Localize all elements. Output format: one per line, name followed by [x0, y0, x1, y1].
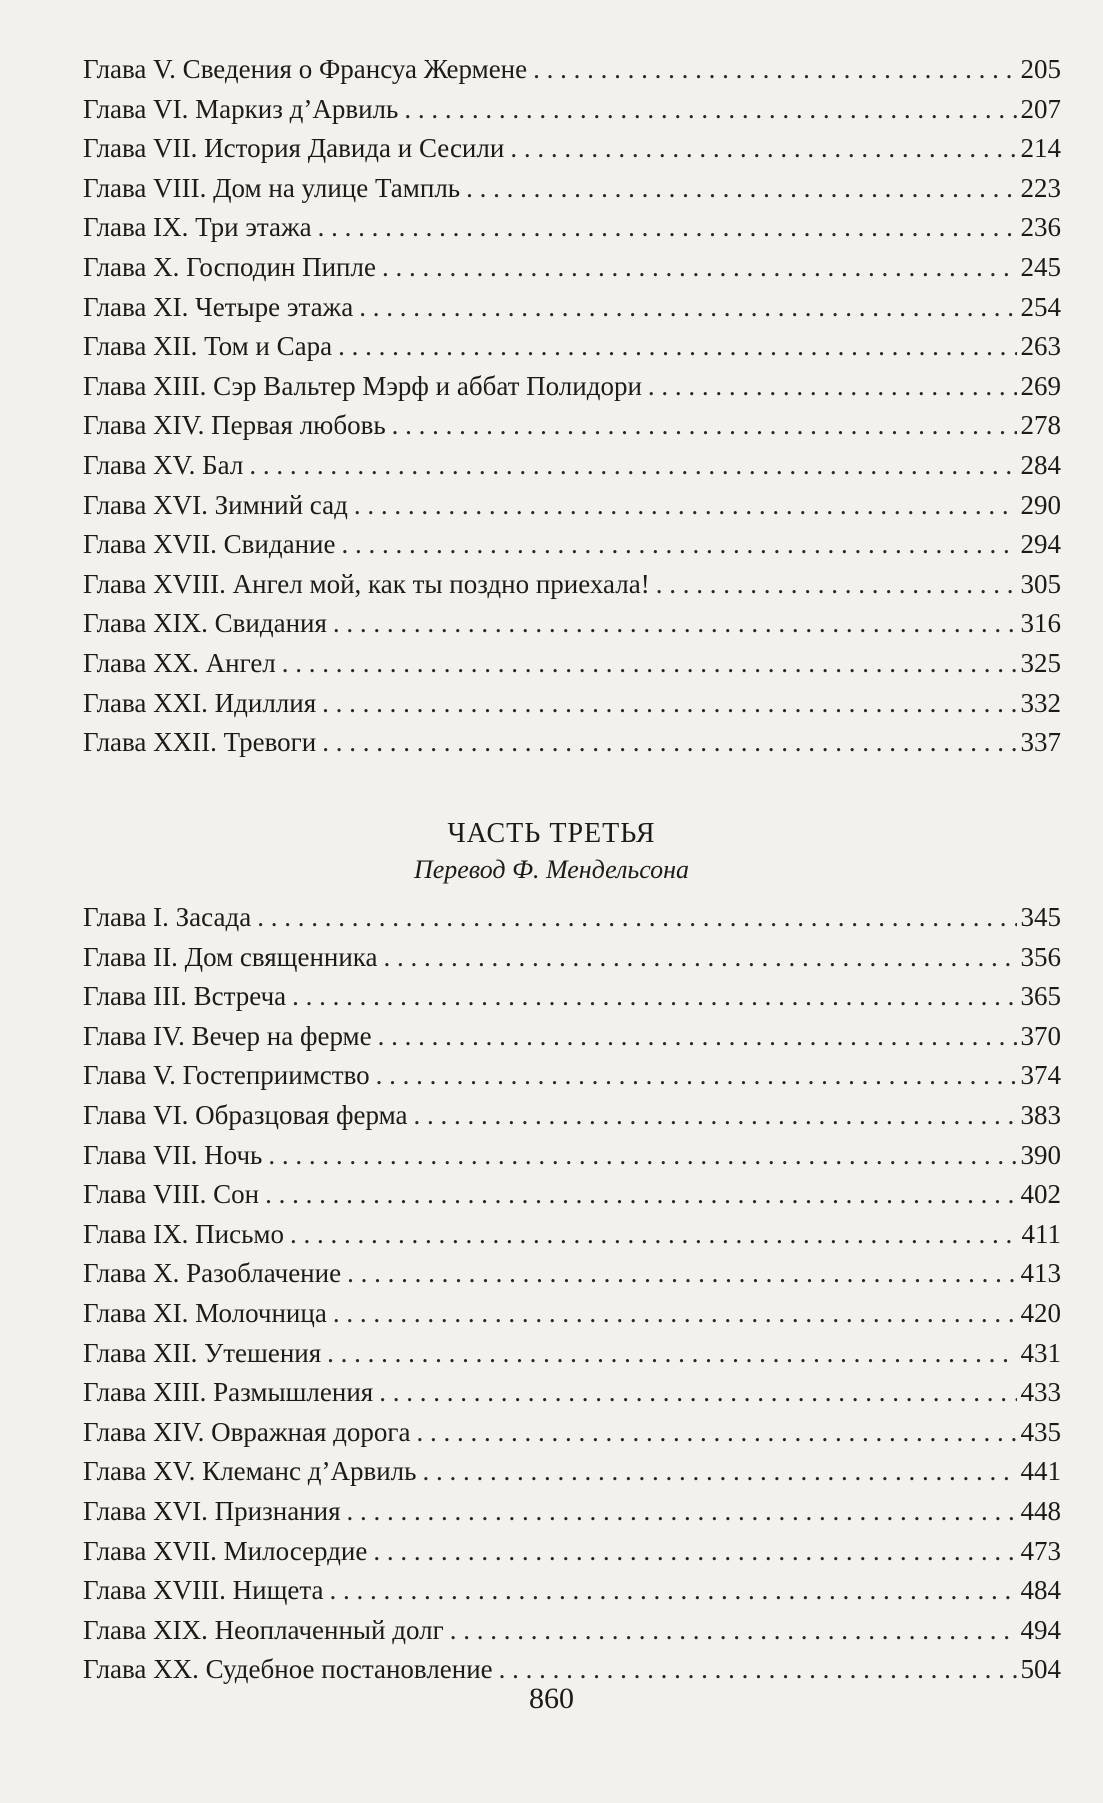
chapter-page-number: 435	[1020, 1416, 1061, 1447]
chapter-page-number: 420	[1020, 1297, 1061, 1328]
dot-leader	[450, 1611, 1017, 1651]
dot-leader	[510, 129, 1016, 169]
toc-entry	[83, 1334, 1061, 1374]
toc-entry	[83, 1175, 1061, 1215]
toc-entry	[83, 938, 1061, 978]
chapter-page-number: 448	[1020, 1495, 1061, 1526]
dot-leader	[359, 288, 1016, 328]
chapter-title: Глава VIII. Сон	[83, 1179, 260, 1210]
chapter-title: Глава VII. Ночь	[83, 1139, 263, 1170]
toc-entry	[83, 525, 1061, 565]
dot-leader	[466, 169, 1016, 209]
chapter-page-number: 263	[1020, 331, 1061, 362]
chapter-title: Глава XIII. Размышления	[83, 1377, 374, 1408]
chapter-page-number: 316	[1020, 608, 1061, 639]
dot-leader	[333, 604, 1017, 644]
chapter-page-number: 504	[1020, 1654, 1061, 1685]
chapter-page-number: 205	[1020, 54, 1061, 84]
toc-section-part-three	[83, 898, 1061, 1690]
translator-credit: Перевод Ф. Мендельсона	[413, 855, 690, 884]
chapter-title: Глава XV. Клеманс д’Арвиль	[83, 1456, 417, 1487]
chapter-title: Глава X. Господин Пипле	[83, 251, 376, 282]
dot-leader	[416, 1413, 1016, 1453]
toc-entry	[83, 644, 1061, 684]
chapter-page-number: 305	[1020, 568, 1061, 599]
chapter-page-number: 345	[1020, 902, 1061, 932]
chapter-title: Глава XVI. Признания	[83, 1495, 341, 1526]
chapter-title: Глава VI. Образцовая ферма	[83, 1099, 408, 1130]
chapter-page-number: 484	[1020, 1575, 1061, 1606]
dot-leader	[422, 1452, 1016, 1492]
chapter-title: Глава VI. Маркиз д’Арвиль	[83, 93, 399, 124]
chapter-page-number: 356	[1020, 941, 1061, 972]
chapter-page-number: 290	[1020, 489, 1061, 520]
dot-leader	[322, 684, 1016, 724]
toc-entry	[83, 1056, 1061, 1096]
chapter-title: Глава XIX. Неоплаченный долг	[83, 1614, 444, 1645]
chapter-page-number: 433	[1020, 1377, 1061, 1408]
dot-leader	[382, 248, 1017, 288]
dot-leader	[376, 1056, 1017, 1096]
toc-entry	[83, 604, 1061, 644]
toc-entry	[83, 1611, 1061, 1651]
chapter-page-number: 494	[1020, 1614, 1061, 1645]
toc-entry	[83, 288, 1061, 328]
dot-leader	[533, 50, 1016, 90]
chapter-title: Глава V. Сведения о Франсуа Жермене	[83, 54, 528, 84]
chapter-page-number: 413	[1020, 1258, 1061, 1289]
toc-entry	[83, 486, 1061, 526]
chapter-title: Глава V. Гостеприимство	[83, 1060, 370, 1091]
dot-leader	[656, 565, 1017, 605]
toc-entry	[83, 1413, 1061, 1453]
dot-leader	[648, 367, 1017, 407]
dot-leader	[384, 938, 1017, 978]
toc-entry	[83, 208, 1061, 248]
chapter-title: Глава IX. Письмо	[83, 1218, 284, 1249]
chapter-page-number: 214	[1020, 133, 1061, 164]
toc-entry	[83, 565, 1061, 605]
toc-entry	[83, 90, 1061, 130]
chapter-page-number: 441	[1020, 1456, 1061, 1487]
chapter-page-number: 223	[1020, 172, 1061, 203]
dot-leader	[354, 486, 1017, 526]
chapter-page-number: 332	[1020, 687, 1061, 718]
dot-leader	[282, 644, 1017, 684]
toc-entry	[83, 406, 1061, 446]
chapter-title: Глава IX. Три этажа	[83, 212, 312, 243]
chapter-title: Глава XIII. Сэр Вальтер Мэрф и аббат Полидори	[83, 370, 642, 401]
toc-entry	[83, 446, 1061, 486]
chapter-page-number: 374	[1020, 1060, 1061, 1091]
chapter-title: Глава VII. История Давида и Сесили	[83, 133, 505, 164]
dot-leader	[392, 406, 1017, 446]
chapter-title: Глава XVII. Милосердие	[83, 1535, 368, 1566]
dot-leader	[265, 1175, 1016, 1215]
toc-entry	[83, 1373, 1061, 1413]
chapter-page-number: 278	[1020, 410, 1061, 441]
toc-entry	[83, 169, 1061, 209]
dot-leader	[268, 1136, 1016, 1176]
chapter-title: Глава II. Дом священника	[83, 941, 378, 972]
chapter-page-number: 411	[1021, 1218, 1061, 1249]
chapter-title: Глава XVI. Зимний сад	[83, 489, 348, 520]
toc-entry	[83, 898, 1061, 938]
chapter-page-number: 236	[1020, 212, 1061, 243]
part-heading: ЧАСТЬ ТРЕТЬЯ	[447, 818, 656, 849]
chapter-page-number: 269	[1020, 370, 1061, 401]
chapter-page-number: 207	[1020, 93, 1061, 124]
dot-leader	[318, 208, 1017, 248]
page-number: 860	[529, 1682, 574, 1715]
dot-leader	[257, 898, 1016, 938]
toc-entry	[83, 1017, 1061, 1057]
chapter-title: Глава X. Разоблачение	[83, 1258, 342, 1289]
toc-entry	[83, 723, 1061, 763]
toc-section-part-two	[83, 50, 1061, 763]
chapter-title: Глава XXII. Тревоги	[83, 727, 317, 758]
dot-leader	[373, 1532, 1016, 1572]
toc-entry	[83, 1254, 1061, 1294]
chapter-page-number: 370	[1020, 1020, 1061, 1051]
dot-leader	[329, 1571, 1016, 1611]
toc-entry	[83, 248, 1061, 288]
dot-leader	[347, 1254, 1016, 1294]
toc-entry	[83, 1571, 1061, 1611]
toc-entry	[83, 1532, 1061, 1572]
dot-leader	[347, 1492, 1017, 1532]
dot-leader	[292, 977, 1016, 1017]
chapter-title: Глава XIV. Первая любовь	[83, 410, 386, 441]
chapter-title: Глава XVIII. Нищета	[83, 1575, 324, 1606]
chapter-title: Глава XXI. Идиллия	[83, 687, 317, 718]
toc-entry	[83, 367, 1061, 407]
chapter-page-number: 390	[1020, 1139, 1061, 1170]
dot-leader	[327, 1334, 1016, 1374]
chapter-title: Глава IV. Вечер на ферме	[83, 1020, 372, 1051]
dot-leader	[333, 1294, 1017, 1334]
dot-leader	[378, 1017, 1017, 1057]
chapter-title: Глава XVIII. Ангел мой, как ты поздно приехала!	[83, 568, 650, 599]
toc-entry	[83, 1294, 1061, 1334]
toc-entry	[83, 1136, 1061, 1176]
dot-leader	[341, 525, 1016, 565]
chapter-title: Глава XV. Бал	[83, 449, 244, 480]
chapter-title: Глава XI. Четыре этажа	[83, 291, 354, 322]
toc-entry	[83, 1215, 1061, 1255]
toc-entry	[83, 1492, 1061, 1532]
dot-leader	[249, 446, 1016, 486]
chapter-page-number: 473	[1020, 1535, 1061, 1566]
chapter-title: Глава XII. Утешения	[83, 1337, 322, 1368]
toc-entry	[83, 977, 1061, 1017]
chapter-title: Глава XII. Том и Сара	[83, 331, 333, 362]
chapter-title: Глава XIV. Овражная дорога	[83, 1416, 411, 1447]
dot-leader	[404, 90, 1016, 130]
chapter-title: Глава XIX. Свидания	[83, 608, 327, 639]
dot-leader	[414, 1096, 1017, 1136]
dot-leader	[290, 1215, 1017, 1255]
toc-entry	[83, 129, 1061, 169]
chapter-page-number: 383	[1020, 1099, 1061, 1130]
chapter-page-number: 284	[1020, 449, 1061, 480]
chapter-title: Глава XI. Молочница	[83, 1297, 327, 1328]
chapter-title: Глава I. Засада	[83, 902, 252, 932]
toc-entry	[83, 327, 1061, 367]
toc-entry	[83, 684, 1061, 724]
chapter-title: Глава III. Встреча	[83, 981, 287, 1012]
dot-leader	[379, 1373, 1016, 1413]
chapter-title: Глава XX. Ангел	[83, 647, 276, 678]
chapter-page-number: 402	[1020, 1179, 1061, 1210]
chapter-page-number: 254	[1020, 291, 1061, 322]
chapter-page-number: 325	[1020, 647, 1061, 678]
chapter-page-number: 431	[1020, 1337, 1061, 1368]
toc-entry	[83, 1096, 1061, 1136]
dot-leader	[322, 723, 1016, 763]
chapter-title: Глава XX. Судебное постановление	[83, 1654, 493, 1685]
chapter-title: Глава VIII. Дом на улице Тампль	[83, 172, 461, 203]
toc-entry	[83, 1452, 1061, 1492]
chapter-page-number: 337	[1020, 727, 1061, 758]
chapter-page-number: 365	[1020, 981, 1061, 1012]
dot-leader	[338, 327, 1016, 367]
toc-entry	[83, 50, 1061, 90]
chapter-title: Глава XVII. Свидание	[83, 529, 336, 560]
chapter-page-number: 245	[1020, 251, 1061, 282]
chapter-page-number: 294	[1020, 529, 1061, 560]
